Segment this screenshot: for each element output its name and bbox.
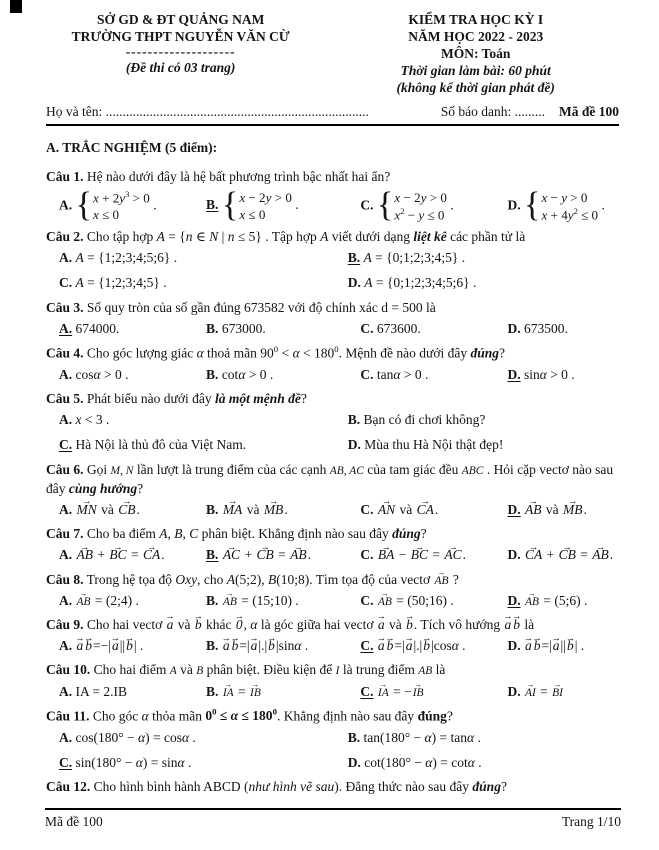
subject-line: MÔN: Toán <box>441 45 511 61</box>
question-3-option-B: B. 673000. <box>206 320 266 336</box>
question-5-option-B: B. Bạn có đi chơi không? <box>347 412 486 428</box>
question-1-option-B: B. { x − 2y > 0 x ≤ 0 . <box>206 189 356 223</box>
question-1-option-C: C. { x − 2y > 0 $x^2 - y \le 0$ . <box>360 189 503 223</box>
student-info-row <box>46 104 619 126</box>
question-10-option-D: D. AI → = BI → <box>507 682 619 702</box>
question-1-option-D: D. { x − y > 0 $x + 4y^2 \le 0$ . <box>507 189 619 223</box>
question-3 <box>46 298 619 339</box>
question-11-options <box>46 728 619 774</box>
question-9-option-A: A. a → b →=−|a →||b →| . <box>59 636 202 656</box>
question-list <box>46 167 619 796</box>
question-11-option-A: A. cos(180° − α) = cosα . <box>59 729 196 745</box>
question-3-options <box>46 319 619 339</box>
header-school-block <box>46 12 315 96</box>
duration-note: (không kể thời gian phát đề) <box>396 79 555 95</box>
divider-dashes: -------------------- <box>125 43 236 59</box>
question-6-option-B: B. MA → và MB →. <box>206 500 356 520</box>
question-9-options <box>46 636 619 656</box>
question-6-stem: Câu 6. Gọi M, N lần lượt là trung điểm của các cạnh AB, AC của tam giác đều ABC . Hỏi cặp vectơ nào sau đây cùng hướng? <box>46 461 614 496</box>
question-10-option-B: B. IA → = IB → <box>206 682 356 702</box>
exam-title: KIỂM TRA HỌC KỲ I <box>408 12 544 27</box>
question-1-stem: Câu 1. Hệ nào dưới đây là hệ bất phương trình bậc nhất hai ẩn? <box>46 169 391 185</box>
question-3-option-A: A. 674000. <box>59 320 120 336</box>
question-10 <box>46 660 619 702</box>
school-name: TRƯỜNG THPT NGUYỄN VĂN CỪ <box>71 28 290 44</box>
question-5-option-A: A. x < 3 . <box>59 412 110 428</box>
question-6-options <box>46 500 619 520</box>
question-9 <box>46 615 619 656</box>
question-8-option-B: B. AB → = (15;10) . <box>206 591 356 611</box>
question-4-option-C: C. tanα > 0 . <box>360 366 429 382</box>
question-1-options <box>46 189 619 223</box>
question-8-options <box>46 591 619 611</box>
name-field: Họ và tên: .............................................................................. <box>46 104 369 120</box>
exam-header <box>46 12 619 96</box>
question-8-option-C: C. AB → = (50;16) . <box>360 591 503 611</box>
question-10-stem: Câu 10. Cho hai điểm A và B phân biệt. Điều kiện để I là trung điểm AB là <box>46 662 446 678</box>
exam-code: Mã đề 100 <box>559 104 619 120</box>
footer-page-number: Trang 1/10 <box>561 814 621 829</box>
question-4-options <box>46 365 619 385</box>
question-1-option-A: A. { $x + 2y^3 > 0$ x ≤ 0 . <box>59 189 202 223</box>
question-3-option-C: C. 673600. <box>360 320 421 336</box>
question-11-option-C: C. sin(180° − α) = sinα . <box>59 754 192 770</box>
question-7-stem: Câu 7. Cho ba điểm A, B, C phân biệt. Khẳng định nào sau đây đúng? <box>46 526 427 542</box>
question-7-option-C: C. BA → − BC → = AC →. <box>360 545 503 565</box>
footer-exam-code: Mã đề 100 <box>45 814 103 829</box>
question-2-option-C: C. A = {1;2;3;4;5} . <box>59 275 167 291</box>
question-6-option-D: D. AB → và MB →. <box>507 500 619 520</box>
question-9-option-C: C. a → b →=|a →|.|b →|cosα . <box>360 636 503 656</box>
duration-line: Thời gian làm bài: 60 phút <box>400 62 551 78</box>
scan-artifact <box>10 0 22 13</box>
question-2-option-D: D. A = {0;1;2;3;4;5;6} . <box>347 275 477 291</box>
question-8-option-D: D. AB → = (5;6) . <box>507 591 619 611</box>
question-7 <box>46 524 619 565</box>
question-12-stem: Câu 12. Cho hình bình hành ABCD (như hình vẽ sau). Đẳng thức nào sau đây đúng? <box>46 779 507 795</box>
question-10-option-C: C. IA → = −IB → <box>360 682 503 702</box>
question-3-stem: Câu 3. Số quy tròn của số gần đúng 673582 với độ chính xác d = 500 là <box>46 299 436 315</box>
question-9-option-D: D. a → b →=|a →||b →| . <box>507 636 619 656</box>
question-8-stem: Câu 8. Trong hệ tọa độ Oxy, cho A(5;2), B(10;8). Tìm tọa độ của vectơ AB → ? <box>46 570 619 589</box>
question-5-option-C: C. Hà Nội là thủ đô của Việt Nam. <box>59 437 247 453</box>
question-5 <box>46 389 619 456</box>
question-6-option-A: A. MN → và CB →. <box>59 500 202 520</box>
candidate-number-field: Số báo danh: ......... <box>440 104 545 120</box>
question-4-stem: Câu 4. Cho góc lượng giác α thoả mãn $90^0 < \alpha < 180^0$. Mệnh đề nào dưới đây đúng? <box>46 343 506 361</box>
question-4-option-D: D. sinα > 0 . <box>507 366 575 382</box>
question-1 <box>46 167 619 223</box>
question-4-option-A: A. cosα > 0 . <box>59 366 129 382</box>
page-footer <box>45 808 621 830</box>
question-3-option-D: D. 673500. <box>507 320 568 336</box>
question-7-option-A: A. AB → + BC → = CA →. <box>59 545 202 565</box>
school-year: NĂM HỌC 2022 - 2023 <box>408 28 544 44</box>
question-2-stem: Câu 2. Cho tập hợp A = {n ∈ N | n ≤ 5} . Tập hợp A viết dưới dạng liệt kê các phần tử là <box>46 228 526 244</box>
question-4-option-B: B. cotα > 0 . <box>206 366 274 382</box>
question-12 <box>46 777 619 796</box>
question-11-stem: Câu 11. Cho góc α thỏa mãn $0^0 \le \alpha \le 180^0$. Khẳng định nào sau đây đúng? <box>46 706 453 724</box>
question-4 <box>46 343 619 385</box>
question-2-option-B: B. A = {0;1;2;3;4;5} . <box>347 250 466 266</box>
question-11-option-D: D. cot(180° − α) = cotα . <box>347 754 482 770</box>
question-10-options <box>46 682 619 702</box>
question-5-options <box>46 410 619 456</box>
question-8-option-A: A. AB → = (2;4) . <box>59 591 202 611</box>
question-9-stem: Câu 9. Cho hai vectơ a → và b → khác 0 →, α là góc giữa hai vectơ a → và b →. Tích vô hướng a → b → là <box>46 615 619 634</box>
question-7-option-B: B. AC → + CB → = AB →. <box>206 545 356 565</box>
question-5-stem: Câu 5. Phát biểu nào dưới đây là một mệnh đề? <box>46 390 307 406</box>
header-exam-block <box>332 12 619 96</box>
question-9-option-B: B. a → b →=|a →|.|b →|sinα . <box>206 636 356 656</box>
question-7-options <box>46 545 619 565</box>
question-2 <box>46 227 619 294</box>
question-7-option-D: D. CA → + CB → = AB →. <box>507 545 619 565</box>
question-2-options <box>46 248 619 294</box>
question-10-option-A: A. IA = 2.IB <box>59 683 127 699</box>
question-6-option-C: C. AN → và CA →. <box>360 500 503 520</box>
question-6 <box>46 460 619 521</box>
question-5-option-D: D. Mùa thu Hà Nội thật đẹp! <box>347 437 504 453</box>
question-8 <box>46 570 619 611</box>
pages-note: (Đề thi có 03 trang) <box>125 59 236 75</box>
section-title: A. TRẮC NGHIỆM (5 điểm): <box>46 140 218 156</box>
question-2-option-A: A. A = {1;2;3;4;5;6} . <box>59 250 178 266</box>
question-11 <box>46 706 619 773</box>
department-name: SỞ GD & ĐT QUẢNG NAM <box>96 12 265 27</box>
question-11-option-B: B. tan(180° − α) = tanα . <box>347 729 481 745</box>
